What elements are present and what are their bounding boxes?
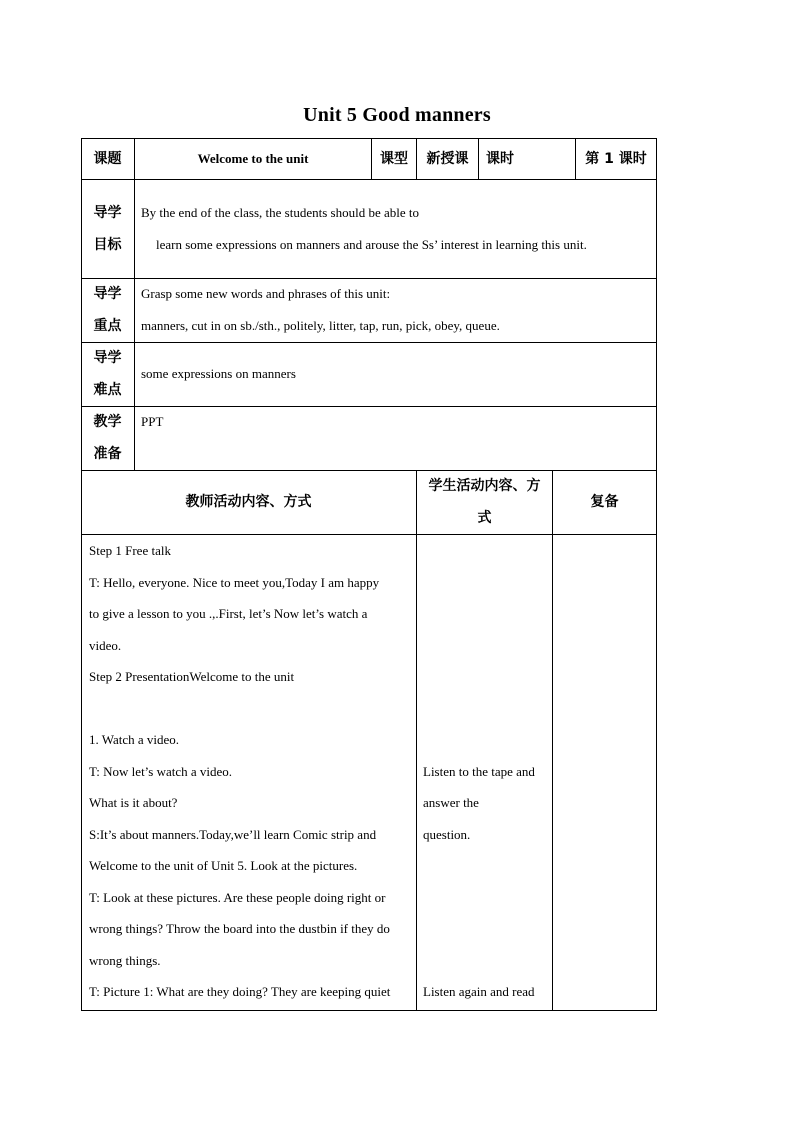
key-points-line-2: manners, cut in on sb./sth., politely, litter, tap, run, pick, obey, queue.	[141, 318, 500, 333]
type-value: 新授课	[426, 151, 469, 167]
key-points-label-1: 导学	[93, 286, 122, 302]
teacher-line: wrong things? Throw the board into the dustbin if they do	[89, 921, 390, 936]
teacher-line: T: Now let’s watch a video.	[89, 763, 233, 779]
rule	[552, 470, 553, 1011]
teacher-line: to give a lesson to you .,.First, let’s Now let’s watch a	[89, 606, 368, 621]
student-line: answer the	[423, 795, 479, 810]
teacher-line: Step 1 Free talk	[89, 543, 171, 558]
teacher-line: What is it about?	[89, 795, 178, 810]
rule	[81, 138, 82, 1011]
teacher-line: Step 2 PresentationWelcome to the unit	[89, 669, 295, 684]
rule	[134, 138, 135, 471]
objectives-label-1: 导学	[93, 205, 122, 221]
rule	[81, 1010, 657, 1011]
teacher-line: 1. Watch a video.	[89, 732, 180, 747]
student-activity-header-1: 学生活动内容、方	[428, 478, 541, 494]
teacher-line: T: Look at these pictures. Are these people doing right or	[89, 889, 386, 905]
preparation-label-1: 教学	[93, 414, 122, 430]
page-title: Unit 5 Good manners	[303, 104, 491, 126]
objectives-line-1: By the end of the class, the students should be able to	[141, 205, 420, 220]
rule	[656, 138, 657, 1011]
preparation-line-1: PPT	[141, 414, 164, 429]
rule	[81, 470, 657, 471]
rule	[81, 179, 657, 180]
rule	[81, 406, 657, 407]
topic-label: 课题	[93, 151, 122, 167]
period-value: 第 1 课时	[585, 151, 647, 167]
difficulties-line-1: some expressions on manners	[141, 366, 296, 381]
period-label: 课时	[486, 151, 514, 167]
objectives-label-2: 目标	[93, 237, 122, 253]
teacher-line: T: Picture 1: What are they doing? They are keeping quiet	[89, 984, 391, 999]
review-header: 复备	[590, 494, 619, 510]
teacher-line: video.	[89, 637, 122, 653]
student-activity-header-2: 式	[477, 510, 492, 526]
key-points-line-1: Grasp some new words and phrases of this unit:	[141, 286, 391, 301]
teacher-line: S:It’s about manners.Today,we’ll learn Comic strip and	[89, 826, 377, 842]
teacher-line: T: Hello, everyone. Nice to meet you,Today I am happy	[89, 574, 380, 590]
preparation-label-2: 准备	[93, 446, 122, 462]
teacher-line: Welcome to the unit of Unit 5. Look at the pictures.	[89, 858, 358, 873]
rule	[81, 138, 657, 139]
student-line: Listen again and read	[423, 984, 535, 999]
teacher-line: wrong things.	[89, 952, 161, 968]
objectives-line-2: learn some expressions on manners and arouse the Ss’ interest in learning this unit.	[156, 237, 587, 252]
student-line: Listen to the tape and	[423, 763, 535, 779]
type-label: 课型	[380, 151, 408, 167]
student-line: question.	[423, 826, 471, 842]
topic-value: Welcome to the unit	[197, 151, 309, 166]
rule	[81, 342, 657, 343]
difficulties-label-2: 难点	[93, 382, 122, 398]
teacher-activity-header: 教师活动内容、方式	[185, 494, 312, 510]
rule	[416, 470, 417, 1011]
lesson-plan-table	[81, 138, 657, 1011]
difficulties-label-1: 导学	[93, 350, 122, 366]
key-points-label-2: 重点	[93, 318, 122, 334]
